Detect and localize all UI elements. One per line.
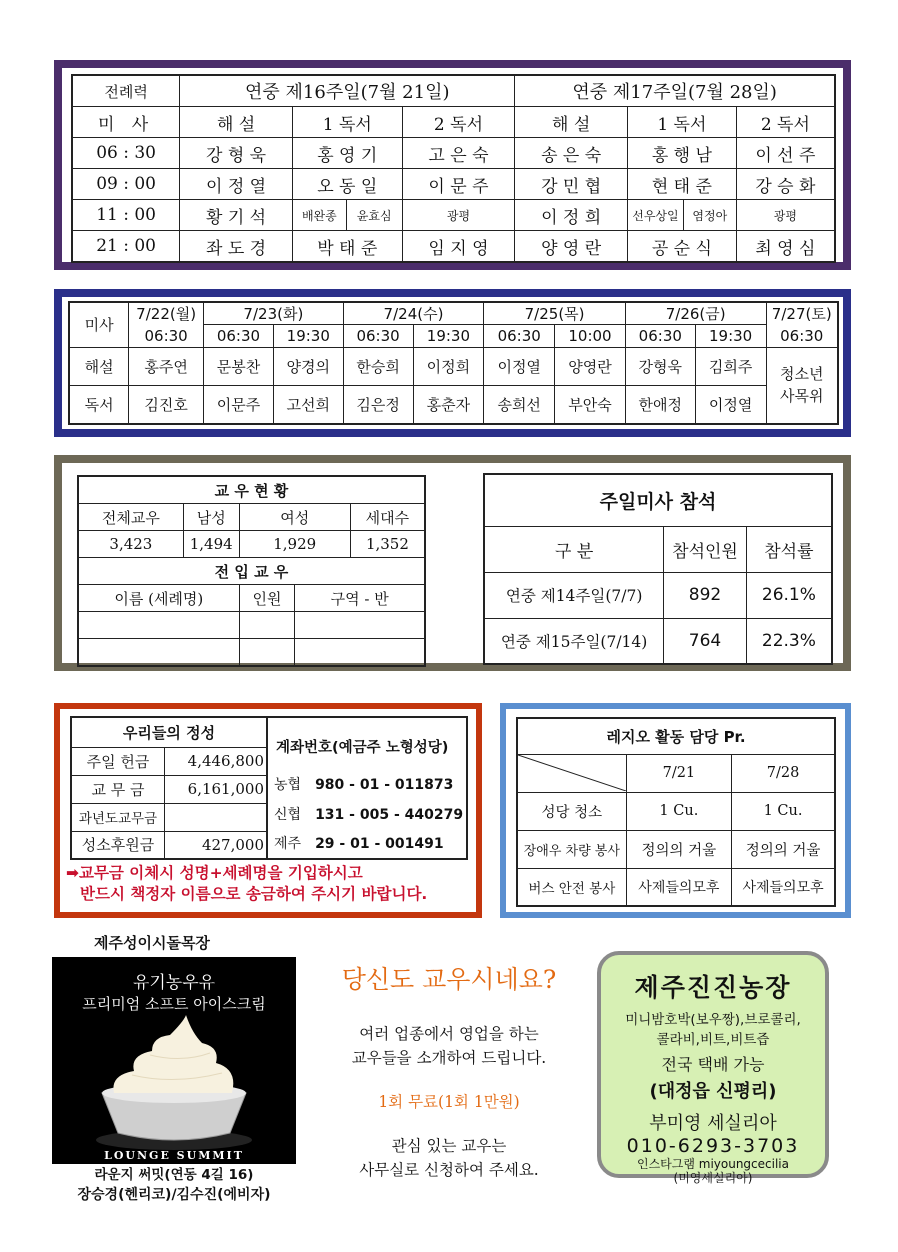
cell <box>164 803 267 831</box>
day-header: 7/22(월) <box>129 302 204 325</box>
farm-name: 제주진진농장 <box>634 973 792 1002</box>
cell: 22.3% <box>746 618 832 664</box>
legio-panel <box>500 703 851 918</box>
cell: 강 형 욱 <box>180 138 293 169</box>
transfer-notice <box>66 863 476 905</box>
weekday-mass-table <box>68 301 839 425</box>
cell: 이 선 주 <box>736 138 835 169</box>
cell: 홍춘자 <box>413 386 484 425</box>
day-header: 7/27(토) <box>766 302 838 325</box>
members-header: 세대수 <box>350 504 425 531</box>
account-row <box>274 804 463 824</box>
cell: 성소후원금 <box>71 831 164 859</box>
sunday-liturgy-panel <box>54 60 851 270</box>
ice-cream-cup-icon <box>52 1015 296 1155</box>
account-box <box>268 716 468 860</box>
cell: 광평 <box>736 200 835 231</box>
attendance-header: 참석인원 <box>664 526 747 572</box>
cell: 정의의 거울 <box>626 830 731 868</box>
cell: 양영란 <box>555 347 626 385</box>
farm-location: (대정읍 신평리) <box>649 1081 777 1102</box>
table-row <box>517 868 835 906</box>
table-row <box>71 831 267 859</box>
cell: 1 Cu. <box>626 792 731 830</box>
newcomers-header: 인원 <box>239 585 295 612</box>
members-value: 3,423 <box>78 531 183 558</box>
cell: 김은정 <box>343 386 413 425</box>
mass-time: 21 : 00 <box>72 231 180 263</box>
cell: 현 태 준 <box>628 169 737 200</box>
diagonal-cell <box>517 754 626 792</box>
attendance-title: 주일미사 참석 <box>484 474 832 526</box>
liturgy-label: 전례력 <box>72 75 180 107</box>
cell: 강 민 협 <box>515 169 628 200</box>
cell: 이정열 <box>695 386 766 425</box>
cell: 공 순 식 <box>628 231 737 263</box>
table-row <box>71 803 267 831</box>
stats-panel <box>54 455 851 671</box>
ad-address: 라운지 써밋(연동 4길 16) <box>94 1167 254 1183</box>
attendance-table <box>483 473 833 665</box>
table-row <box>72 169 835 200</box>
empty-cell <box>78 639 239 667</box>
table-row <box>72 200 835 231</box>
parishioner-business-ad <box>318 960 580 1182</box>
sunday16-header: 연중 제16주일(7월 21일) <box>180 75 515 107</box>
ad-line: 프리미엄 소프트 아이스크림 <box>82 995 266 1013</box>
ad-text: 관심 있는 교우는 <box>391 1137 507 1155</box>
ad-text: 여러 업종에서 영업을 하는 <box>359 1025 539 1043</box>
cell: 1 Cu. <box>732 792 835 830</box>
cell: 사제들의모후 <box>732 868 835 906</box>
col-reading2: 2 독서 <box>402 107 515 138</box>
cell: 선우상일 <box>628 200 684 231</box>
time-cell: 06:30 <box>204 325 274 347</box>
cell: 연중 제14주일(7/7) <box>484 572 664 618</box>
table-row <box>71 747 267 775</box>
mass-label: 미사 <box>69 302 129 347</box>
table-row <box>69 386 838 425</box>
farm-phone: 010-6293-3703 <box>626 1135 800 1157</box>
farm-instagram-name: (미영세실리아) <box>673 1171 753 1185</box>
bank-name: 농협 <box>274 777 302 793</box>
cell: 배완종 <box>292 200 346 231</box>
account-row <box>274 774 453 794</box>
farm-items <box>601 1010 825 1050</box>
col-mass: 미 사 <box>72 107 180 138</box>
farm-item-line: 콜라비,비트,비트즙 <box>656 1032 770 1048</box>
cell: 문봉찬 <box>204 347 274 385</box>
empty-cell <box>295 639 425 667</box>
cell: 이 문 주 <box>402 169 515 200</box>
ad-text: 사무실로 신청하여 주세요. <box>359 1161 539 1179</box>
cell: 이정열 <box>484 347 555 385</box>
time-cell: 06:30 <box>484 325 555 347</box>
members-header: 여성 <box>239 504 350 531</box>
cell: 홍 행 남 <box>628 138 737 169</box>
day-header: 7/25(목) <box>484 302 626 325</box>
cell: 송희선 <box>484 386 555 425</box>
farm-instagram: 인스타그램 miyoungcecilia <box>636 1157 789 1171</box>
attendance-header: 구 분 <box>484 526 664 572</box>
farm-ad <box>597 951 829 1185</box>
legio-title: 레지오 활동 담당 Pr. <box>517 718 835 754</box>
account-number: 980 - 01 - 011873 <box>315 777 454 793</box>
cell: 교 무 금 <box>71 775 164 803</box>
cell: 양 영 란 <box>515 231 628 263</box>
sunday-liturgy-table <box>71 74 836 263</box>
weekday-mass-panel <box>54 289 851 437</box>
cell: 염정아 <box>683 200 736 231</box>
cell: 광평 <box>402 200 515 231</box>
table-row <box>517 792 835 830</box>
time-cell: 19:30 <box>413 325 484 347</box>
cell: 오 동 일 <box>292 169 402 200</box>
explainer-label: 해설 <box>69 347 129 385</box>
day-header: 7/24(수) <box>343 302 484 325</box>
col-reading1: 1 독서 <box>628 107 737 138</box>
time-cell: 19:30 <box>695 325 766 347</box>
table-row <box>484 618 832 664</box>
brand-name: LOUNGE SUMMIT <box>104 1149 244 1162</box>
mass-time: 11 : 00 <box>72 200 180 231</box>
newcomers-title: 전 입 교 우 <box>78 558 425 585</box>
empty-cell <box>239 639 295 667</box>
cell: 과년도교무금 <box>71 803 164 831</box>
members-table <box>77 475 426 667</box>
cell: 이 정 희 <box>515 200 628 231</box>
time-cell: 06:30 <box>625 325 695 347</box>
empty-cell <box>239 612 295 639</box>
cell: 황 기 석 <box>180 200 293 231</box>
cell: 한애정 <box>625 386 695 425</box>
attendance-header: 참석률 <box>746 526 832 572</box>
time-cell: 10:00 <box>555 325 626 347</box>
cell: 4,446,800 <box>164 747 267 775</box>
col-reading2: 2 독서 <box>736 107 835 138</box>
account-number: 29 - 01 - 001491 <box>315 836 444 852</box>
ad-title: 당신도 교우시네요? <box>341 965 557 994</box>
cell: 버스 안전 봉사 <box>517 868 626 906</box>
cell: 한승희 <box>343 347 413 385</box>
time-cell: 19:30 <box>273 325 343 347</box>
legio-table <box>516 717 836 907</box>
cell: 송 은 숙 <box>515 138 628 169</box>
mass-time: 09 : 00 <box>72 169 180 200</box>
cell: 부안숙 <box>555 386 626 425</box>
time-cell: 06:30 <box>129 325 204 347</box>
cell: 연중 제15주일(7/14) <box>484 618 664 664</box>
cell: 최 영 심 <box>736 231 835 263</box>
cell: 26.1% <box>746 572 832 618</box>
cell: 고 은 숙 <box>402 138 515 169</box>
ad-price: 1회 무료(1회 1만원) <box>378 1093 520 1111</box>
members-header: 남성 <box>183 504 239 531</box>
col-reading1: 1 독서 <box>292 107 402 138</box>
members-value: 1,352 <box>350 531 425 558</box>
ad-text: 교우들을 소개하여 드립니다. <box>351 1049 547 1067</box>
account-number: 131 - 005 - 440279 <box>315 807 464 823</box>
account-row <box>274 833 444 853</box>
offerings-table <box>70 716 268 860</box>
members-value: 1,929 <box>239 531 350 558</box>
offerings-title: 우리들의 정성 <box>71 717 267 747</box>
cell: 좌 도 경 <box>180 231 293 263</box>
bank-name: 제주 <box>274 836 302 852</box>
date-header: 7/28 <box>732 754 835 792</box>
bank-name: 신협 <box>274 807 302 823</box>
empty-cell <box>295 612 425 639</box>
day-header: 7/26(금) <box>625 302 766 325</box>
cell: 홍주연 <box>129 347 204 385</box>
cell: 764 <box>664 618 747 664</box>
cell: 양경의 <box>273 347 343 385</box>
cell: 박 태 준 <box>292 231 402 263</box>
cell: 강 승 화 <box>736 169 835 200</box>
table-row <box>69 347 838 385</box>
notice-line: 반드시 책정자 이름으로 송금하여 주시기 바랍니다. <box>80 885 428 903</box>
cell: 주일 헌금 <box>71 747 164 775</box>
diagonal-line <box>518 755 626 791</box>
cell: 고선희 <box>273 386 343 425</box>
members-header: 전체교우 <box>78 504 183 531</box>
members-title: 교 우 현 황 <box>78 476 425 504</box>
cell: 정의의 거울 <box>732 830 835 868</box>
empty-cell <box>78 612 239 639</box>
ad-owner: 장승경(헨리코)/김수진(에비자) <box>77 1187 271 1203</box>
newcomers-header: 이름 (세례명) <box>78 585 239 612</box>
ice-cream-ad-image <box>52 957 296 1164</box>
ranch-ad-title: 제주성이시돌목장 <box>94 934 210 952</box>
newcomers-header: 구역 - 반 <box>295 585 425 612</box>
table-row <box>72 138 835 169</box>
members-value: 1,494 <box>183 531 239 558</box>
saturday-cell: 청소년 사목위 <box>766 347 838 424</box>
farm-item-line: 미니밤호박(보우짱),브로콜리, <box>625 1012 801 1028</box>
cell: 이문주 <box>204 386 274 425</box>
ad-line: 유기농우유 <box>132 973 216 993</box>
reading-label: 독서 <box>69 386 129 425</box>
table-row <box>484 572 832 618</box>
cell: 6,161,000 <box>164 775 267 803</box>
cell: 홍 영 기 <box>292 138 402 169</box>
cell: 윤효심 <box>346 200 402 231</box>
cell: 사제들의모후 <box>626 868 731 906</box>
table-row <box>517 830 835 868</box>
cell: 김진호 <box>129 386 204 425</box>
cell: 김희주 <box>695 347 766 385</box>
account-title: 계좌번호(예금주 노형성당) <box>276 740 449 756</box>
col-explainer: 해 설 <box>180 107 293 138</box>
cell: 임 지 영 <box>402 231 515 263</box>
time-cell: 06:30 <box>343 325 413 347</box>
cell: 강형욱 <box>625 347 695 385</box>
time-cell: 06:30 <box>766 325 838 347</box>
table-row <box>71 775 267 803</box>
cell: 427,000 <box>164 831 267 859</box>
offerings-panel <box>54 703 482 918</box>
day-header: 7/23(화) <box>204 302 344 325</box>
farm-owner: 부미영 세실리아 <box>649 1113 777 1134</box>
cell: 장애우 차량 봉사 <box>517 830 626 868</box>
date-header: 7/21 <box>626 754 731 792</box>
mass-time: 06 : 30 <box>72 138 180 169</box>
sunday17-header: 연중 제17주일(7월 28일) <box>515 75 835 107</box>
farm-shipping: 전국 택배 가능 <box>661 1055 765 1074</box>
table-row <box>72 231 835 263</box>
cell: 892 <box>664 572 747 618</box>
cell: 이 정 열 <box>180 169 293 200</box>
notice-line: ➡교무금 이체시 성명+세례명을 기입하시고 <box>66 864 363 882</box>
cell: 성당 청소 <box>517 792 626 830</box>
cell: 이정희 <box>413 347 484 385</box>
col-explainer: 해 설 <box>515 107 628 138</box>
